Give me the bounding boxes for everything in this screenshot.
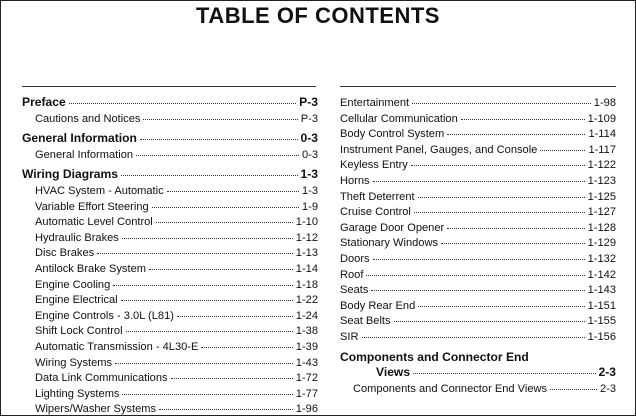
toc-entry-page: 1-43: [295, 356, 318, 369]
toc-entry-page: P-3: [299, 95, 318, 109]
dot-leader: [412, 93, 591, 104]
toc-entry-page: 1-24: [295, 309, 318, 322]
components-sub-label: Components and Connector End Views: [353, 382, 548, 395]
toc-entry-page: 1-155: [587, 315, 616, 328]
dot-leader: [371, 280, 584, 291]
toc-entry-label: Cautions and Notices: [35, 112, 141, 125]
toc-entry-page: 1-122: [587, 159, 616, 172]
toc-entry-page: 1-128: [587, 221, 616, 234]
dot-leader: [115, 353, 293, 364]
toc-entry-page: 1-38: [295, 325, 318, 338]
toc-entry-label: Preface: [22, 95, 66, 109]
toc-entry-page: 1-109: [587, 112, 616, 125]
toc-entry[interactable]: [22, 401, 318, 417]
toc-entry-label: Keyless Entry: [340, 159, 408, 172]
dot-leader: [201, 337, 292, 348]
toc-entry-label: SIR: [340, 330, 359, 343]
toc-entry-label: Seats: [340, 284, 369, 297]
dot-leader: [126, 321, 293, 332]
dot-leader: [362, 327, 585, 338]
toc-entry-page: 1-151: [587, 299, 616, 312]
toc-entry-page: 1-143: [587, 284, 616, 297]
dot-leader: [413, 363, 595, 374]
dot-leader: [177, 306, 293, 317]
toc-entry-label: Body Rear End: [340, 299, 416, 312]
toc-entry-label: Hydraulic Brakes: [35, 231, 119, 244]
toc-entry-label: Stationary Windows: [340, 237, 439, 250]
toc-entry-page: 1-22: [295, 294, 318, 307]
dot-leader: [113, 275, 293, 286]
toc-entry-label: Lighting Systems: [35, 387, 120, 400]
components-sub-page: 2-3: [599, 382, 616, 395]
dot-leader: [414, 202, 585, 213]
toc-entry-label: Variable Effort Steering: [35, 200, 149, 213]
toc-entry-page: 0-3: [301, 148, 318, 161]
toc-entry-page: 1-156: [587, 330, 616, 343]
dot-leader: [550, 379, 597, 390]
toc-entry-label: Body Control System: [340, 128, 445, 141]
dot-leader: [461, 109, 585, 120]
toc-entry-label: Roof: [340, 268, 364, 281]
toc-entry[interactable]: [340, 329, 616, 345]
toc-entry-label: Shift Lock Control: [35, 325, 123, 338]
toc-entry-label: Cellular Communication: [340, 112, 458, 125]
toc-entry-page: 1-18: [295, 278, 318, 291]
dot-leader: [136, 145, 299, 156]
dot-leader: [373, 171, 585, 182]
components-sub-entry[interactable]: [340, 381, 616, 397]
dot-leader: [366, 265, 584, 276]
right-column: [340, 95, 616, 396]
toc-entry-page: 1-125: [587, 190, 616, 203]
toc-entry-label: Engine Cooling: [35, 278, 111, 291]
dot-leader: [121, 290, 293, 301]
toc-entry-label: Engine Electrical: [35, 294, 118, 307]
toc-entry-page: 1-14: [295, 262, 318, 275]
toc-entry-label: Horns: [340, 174, 370, 187]
dot-leader: [122, 228, 293, 239]
toc-entry-page: 1-114: [588, 128, 616, 141]
toc-entry-page: 1-96: [295, 403, 318, 416]
dot-leader: [159, 399, 293, 410]
dot-leader: [69, 93, 296, 104]
dot-leader: [122, 384, 292, 395]
toc-entry-label: Wipers/Washer Systems: [35, 403, 157, 416]
left-column: [22, 95, 318, 417]
toc-entry-page: 1-132: [587, 252, 616, 265]
right-entry-list: [340, 95, 616, 345]
toc-entry-label: General Information: [35, 148, 134, 161]
toc-entry-label: Antilock Brake System: [35, 262, 146, 275]
toc-entry-page: P-3: [300, 112, 318, 125]
dot-leader: [97, 243, 293, 254]
dot-leader: [149, 259, 293, 270]
toc-entry-page: 1-9: [301, 200, 318, 213]
toc-entry-label: Seat Belts: [340, 315, 391, 328]
dot-leader: [140, 129, 298, 140]
page-title: TABLE OF CONTENTS: [196, 3, 440, 28]
toc-entry-label: Cruise Control: [340, 206, 411, 219]
toc-entry-label: Wiring Systems: [35, 356, 113, 369]
toc-entry-label: Engine Controls - 3.0L (L81): [35, 309, 174, 322]
toc-entry-page: 1-3: [300, 167, 318, 182]
dot-leader: [167, 181, 299, 192]
toc-entry-page: 1-39: [295, 340, 318, 353]
toc-entry-page: 1-3: [301, 184, 318, 197]
components-heading-views: Views: [376, 365, 411, 380]
toc-entry-label: Disc Brakes: [35, 247, 95, 260]
dot-leader: [411, 155, 585, 166]
toc-entry-page: 1-142: [587, 268, 616, 281]
components-heading-page: 2-3: [598, 365, 616, 380]
dot-leader: [373, 249, 585, 260]
toc-entry-page: 1-117: [588, 143, 616, 156]
dot-leader: [394, 311, 585, 322]
dot-leader: [441, 233, 585, 244]
dot-leader: [540, 140, 585, 151]
toc-entry-label: HVAC System - Automatic: [35, 184, 164, 197]
dot-leader: [447, 218, 584, 229]
toc-entry-label: Theft Deterrent: [340, 190, 415, 203]
toc-entry[interactable]: [22, 147, 318, 163]
toc-entry-label: Doors: [340, 252, 370, 265]
toc-entry-page: 1-13: [295, 247, 318, 260]
toc-entry-label: General Information: [22, 131, 137, 146]
toc-entry-label: Automatic Transmission - 4L30-E: [35, 340, 199, 353]
toc-entry-page: 1-127: [587, 206, 616, 219]
toc-entry-label: Instrument Panel, Gauges, and Console: [340, 143, 538, 156]
toc-entry-label: Wiring Diagrams: [22, 167, 118, 182]
dot-leader: [171, 368, 293, 379]
toc-entry-label: Automatic Level Control: [35, 216, 153, 229]
dot-leader: [152, 197, 299, 208]
dot-leader: [143, 109, 297, 120]
dot-leader: [418, 296, 584, 307]
toc-entry-page: 1-12: [295, 231, 318, 244]
toc-entry-page: 0-3: [300, 131, 318, 146]
toc-entry-label: Data Link Communications: [35, 372, 168, 385]
toc-entry[interactable]: [22, 111, 318, 127]
dot-leader: [447, 124, 585, 135]
toc-entry-page: 1-123: [587, 174, 616, 187]
toc-entry-label: Garage Door Opener: [340, 221, 445, 234]
dot-leader: [156, 212, 293, 223]
components-heading-text: Components and Connector End: [340, 349, 529, 364]
toc-entry-page: 1-98: [593, 97, 616, 109]
toc-entry-page: 1-72: [295, 372, 318, 385]
dot-leader: [418, 187, 585, 198]
dot-leader: [121, 165, 298, 176]
left-divider: [22, 86, 316, 87]
toc-entry-label: Entertainment: [340, 97, 410, 109]
toc-entry-page: 1-77: [295, 387, 318, 400]
toc-entry-page: 1-10: [295, 216, 318, 229]
right-divider: [340, 86, 616, 87]
toc-entry-page: 1-129: [587, 237, 616, 250]
